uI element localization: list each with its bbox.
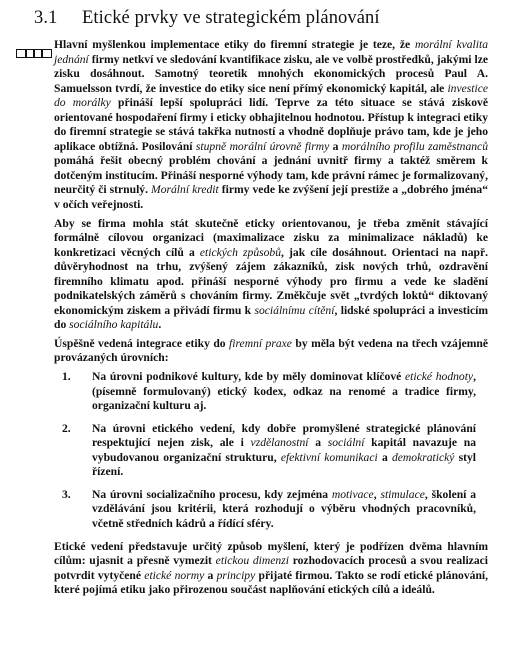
paragraph: Hlavní myšlenkou implementace etiky do firemní strategie je teze, že morální kvalita jednání firmy netkví ve sledování kvantifikace zisku, ale ve volbě prostředků, jakými lze zisku dosáhnout. Samotný teoretik mnohých ekonomických procesů Paul A. Samuelsson tvrdí, že investice do etiky sice není přímý ekonomický kapitál, ale investice do morálky přináší lepší spolupráci lidí. Teprve za této situace se stává ziskově orientované hospodaření firmy i eticky obhajitelnou hodnotou. Přístup k integraci etiky do firemní strategie se stává takřka nutností a vhodně doplňuje právo tam, kde je jeho aplikace obtížná. Posilování stupně morální úrovně firmy a morálního profilu zaměstnanců pomáhá řešit obecný problém chování a jednání uvnitř firmy a taktéž směrem k dotčeným institucím. Přináší nesporné výhody tam, kde právní rámec je formalizovaný, neurčitý či strnulý. Morální kredit firmy vede ke zvýšení její prestiže a „dobrého jména“ v očích veřejnosti. (54, 38, 489, 212)
list-item-text: Na úrovni podnikové kultury, kde by měly dominovat klíčové etické hodnoty, (písemně formulovaný) etický kodex, odkaz na renomé a tradice firmy, organizační kulturu aj. (92, 370, 476, 413)
section-title: Etické prvky ve strategickém plánování (82, 8, 380, 28)
section-heading (34, 8, 380, 29)
closing-paragraph: Etické vedení představuje určitý způsob myšlení, který je podřízen dvěma hlavním cílům: ujasnit a přesně vymezit etickou dimenzi rozhodovacích procesů a svou realizaci potvrdit vytyčené etické normy a principy přijaté firmou. Takto se rodí etické plánování, které pojímá etiku jako přirozenou součást naplňování etických cílů a ideálů. (54, 539, 489, 597)
list-item (62, 370, 476, 414)
list-item-text: Na úrovni socializačního procesu, kdy zejména motivace, stimulace, školení a vzdělávání jsou kritérii, která rozhodují o výběru vhodných pracovníků, včetně středních kádrů a řídící sféry. (92, 487, 476, 530)
paragraph: Úspěšně vedená integrace etiky do firemní praxe by měla být vedena na třech vzájemně provázaných úrovních: (54, 336, 488, 365)
list-item-number: 3. (62, 487, 71, 501)
body-text (54, 38, 488, 602)
list-item-text: Na úrovni etického vedení, kdy dobře promyšlené strategické plánování respektující nejen zisk, ale i vzdělanostní a sociální kapitál navazuje na vybudovanou organizační strukturu, efektivní komunikaci a demokratický styl řízení. (92, 421, 477, 479)
paragraph: Aby se firma mohla stát skutečně eticky orientovanou, je třeba změnit stávající formálně cílovou organizaci (maximalizace zisku za minimalizace nákladů) ke konkretizaci věcných cílů a etických způsobů, jak cíle dosáhnout. Orientaci na např. důvěryhodnost na trhu, zvýšený zájem zákazníků, zisk nových trhů, ozdravění firemního klimatu apod. přináší nesporné výhody pro firmu a vede ke sladění podnikatelských záměrů s chováním firmy. Změkčuje svět „tvrdých loktů“ diktovaný ekonomickým ziskem a přivádí firmu k sociálnímu cítění, lidské spolupráci a investicím do sociálního kapitálu. (54, 216, 488, 332)
margin-marker-icon (16, 49, 52, 58)
list-item-number: 2. (62, 421, 71, 435)
section-number: 3.1 (34, 8, 58, 28)
list-item (62, 488, 476, 532)
list-item (62, 422, 476, 480)
list-item-number: 1. (62, 370, 71, 384)
levels-list (54, 370, 488, 531)
